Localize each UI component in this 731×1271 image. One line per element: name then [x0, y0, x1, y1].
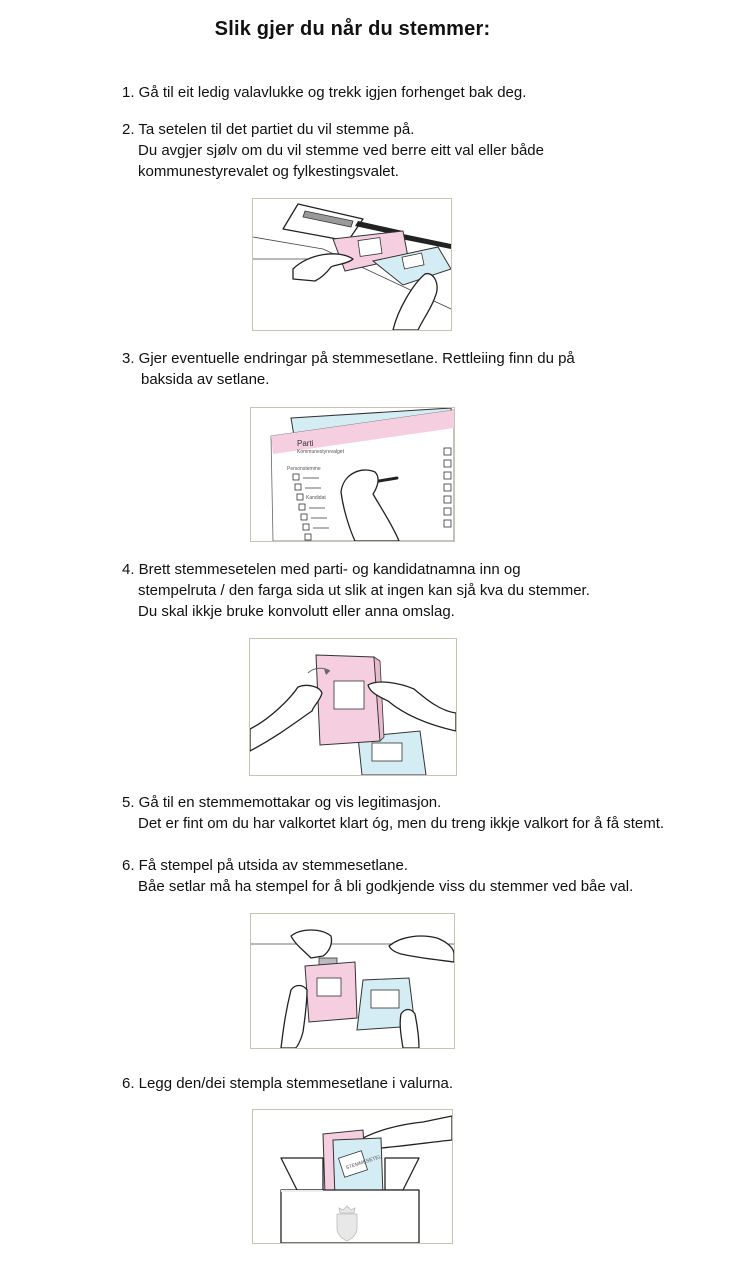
urn-slip-label: STEMMESETEL	[345, 1154, 383, 1172]
step-5-line-2: Det er fint om du har valkortet klart óg, men du treng ikkje valkort for å få stemt.	[138, 815, 665, 832]
step-6	[122, 855, 633, 897]
ballot-kandidat-label: Kandidat	[306, 495, 326, 501]
step-4-line-3: Du skal ikkje bruke konvolutt eller anna omslag.	[138, 603, 455, 620]
ballot-list-label: Personstemme	[287, 466, 321, 472]
step-3-line-2: baksida av setlane.	[141, 371, 270, 388]
step-6-line-2: Båe setlar må ha stempel for å bli godkjende viss du stemmer ved båe val.	[138, 878, 634, 895]
step-2-line-1: 2. Ta setelen til det partiet du vil stemme på.	[122, 121, 415, 138]
step-5-line-1: 5. Gå til en stemmemottakar og vis legitimasjon.	[122, 794, 442, 811]
step-4-line-2: stempelruta / den farga sida ut slik at ingen kan sjå kva du stemmer.	[138, 582, 590, 599]
ballot-header: Kommunestyrevalget	[297, 449, 344, 455]
illustration-pick-ballot	[252, 198, 452, 331]
illustration-ballot-box	[252, 1109, 453, 1244]
step-1-line-1: 1. Gå til eit ledig valavlukke og trekk igjen forhenget bak deg.	[122, 84, 527, 101]
step-4-line-1: 4. Brett stemmesetelen med parti- og kandidatnamna inn og	[122, 561, 521, 578]
illustration-fold-ballot	[249, 638, 457, 776]
step-3	[122, 348, 575, 390]
step-6-line-1: 6. Få stempel på utsida av stemmesetlane.	[122, 857, 408, 874]
illustration-stamp-ballot	[250, 913, 455, 1049]
step-7	[122, 1073, 453, 1094]
coat-of-arms-icon	[337, 1206, 357, 1241]
ballot-parti-label: Parti	[297, 439, 314, 448]
illustration-edit-ballot	[250, 407, 455, 542]
step-3-line-1: 3. Gjer eventuelle endringar på stemmesetlane. Rettleiing finn du på	[122, 350, 575, 367]
page-title: Slik gjer du når du stemmer:	[214, 18, 491, 40]
step-1	[122, 82, 526, 103]
step-4	[122, 559, 590, 622]
step-2	[122, 119, 544, 182]
step-2-line-2: Du avgjer sjølv om du vil stemme ved berre eitt val eller både	[138, 142, 544, 159]
step-2-line-3: kommunestyrevalet og fylkestingsvalet.	[138, 163, 399, 180]
step-7-line-1: 6. Legg den/dei stempla stemmesetlane i valurna.	[122, 1075, 454, 1092]
step-5	[122, 792, 664, 834]
